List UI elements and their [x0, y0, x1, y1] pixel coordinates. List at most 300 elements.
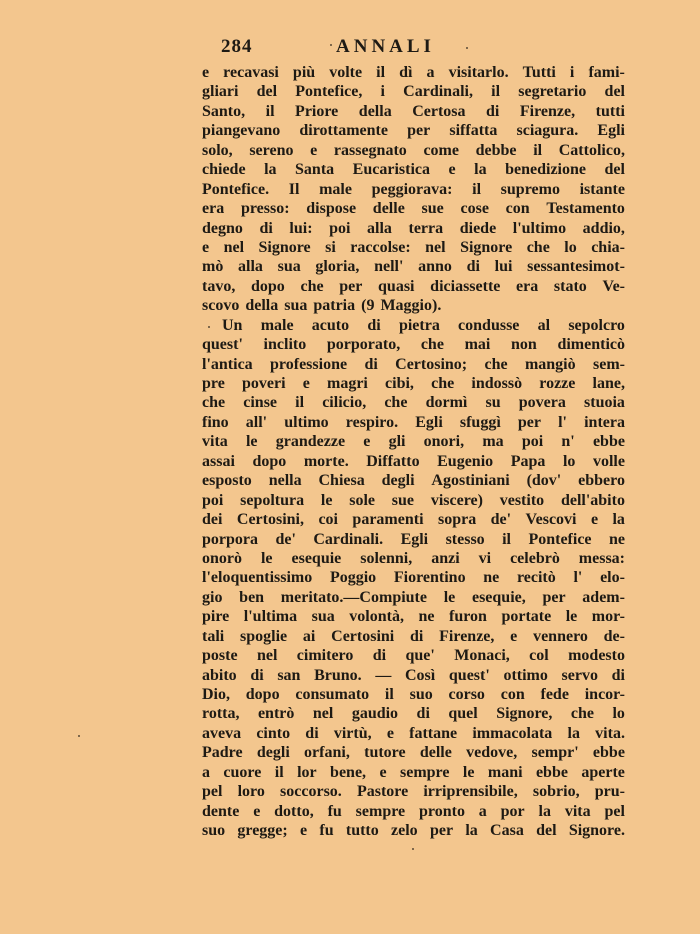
word: di [367, 316, 381, 334]
word: por [500, 802, 525, 820]
word: messa: [578, 549, 625, 567]
word: Così [405, 666, 436, 684]
word: poi [202, 491, 224, 509]
word: dei [202, 511, 223, 529]
word: tavo, [202, 277, 236, 295]
word: del [256, 83, 278, 101]
word: inclito [263, 336, 307, 354]
word: fu [327, 802, 342, 820]
word: che [431, 375, 455, 392]
word: non [511, 336, 537, 354]
word: Pontefice, [295, 83, 363, 101]
word: Tutti [522, 64, 556, 81]
word: e [510, 627, 518, 645]
word: di [372, 647, 387, 665]
word: e [300, 822, 308, 840]
word: scovo [202, 297, 240, 315]
word: ben [239, 588, 265, 606]
word: cinse [243, 394, 278, 412]
text-line [202, 432, 625, 451]
word: Signore. [568, 822, 625, 840]
word: rozze [539, 375, 576, 392]
word: l'ultimo [512, 219, 567, 237]
word: con [505, 200, 530, 218]
word: morte. [303, 452, 349, 470]
text-line [202, 141, 625, 160]
word: con [500, 686, 525, 703]
word: che [526, 238, 550, 256]
word: spoglie [240, 627, 288, 645]
word: le [565, 608, 578, 626]
word: ne [608, 530, 625, 548]
word: incor- [584, 686, 625, 703]
text-line [202, 413, 625, 432]
word: addio, [582, 219, 625, 237]
word: debbe [475, 141, 517, 159]
word: cimitero [296, 647, 354, 665]
word: lo [564, 238, 577, 256]
word: per [407, 122, 431, 140]
word: la [612, 511, 625, 529]
word: della [358, 102, 392, 120]
word: le [443, 588, 456, 606]
word: sem- [592, 355, 625, 373]
word: ne [418, 608, 435, 626]
word: mangiò [524, 355, 576, 373]
text-line [202, 588, 625, 607]
word: Certosino; [395, 355, 468, 373]
word: (dov' [526, 472, 562, 490]
word: col [529, 647, 549, 665]
word: il [491, 83, 501, 101]
word: male [319, 180, 352, 198]
word: il [265, 102, 275, 120]
word: nell' [374, 258, 404, 276]
word: cinto [256, 724, 291, 742]
text-line [202, 393, 625, 412]
word: per [429, 822, 454, 840]
word: e [202, 238, 210, 256]
word: a [478, 802, 487, 820]
word: la [465, 822, 478, 840]
word: anzi [431, 549, 460, 567]
word: que' [405, 647, 435, 665]
word: Certosini [331, 627, 395, 645]
word: dopo [245, 686, 280, 703]
word: l'eloquentissimo [202, 569, 313, 587]
word: viscere) [430, 491, 483, 509]
word: stuoia [584, 394, 625, 412]
text-line [202, 82, 625, 101]
word: che [202, 394, 226, 412]
word: delle [372, 200, 405, 218]
word: su [485, 394, 501, 412]
word: e [202, 64, 210, 81]
word: di [250, 666, 264, 684]
word: poveri [241, 375, 286, 392]
word: sua [311, 608, 335, 626]
word: la [264, 161, 277, 179]
text-line [202, 685, 625, 704]
word: grandezze [275, 433, 346, 451]
word: pel [604, 802, 625, 820]
word: del [604, 83, 625, 101]
word: le [320, 491, 333, 509]
word: di [466, 258, 480, 276]
word: pronto [419, 802, 465, 820]
word: a [202, 763, 210, 781]
word: irriprensibile, [423, 783, 518, 801]
word: dopo [252, 452, 287, 470]
word: il [533, 141, 543, 159]
text-line [202, 160, 625, 179]
word: lo [562, 452, 576, 470]
text-line [202, 355, 625, 374]
word: respiro. [345, 413, 399, 431]
word: più [292, 64, 316, 81]
word: dell'abito [560, 491, 625, 509]
text-line [202, 316, 625, 335]
word: recavasi [223, 64, 279, 81]
word: il [295, 394, 305, 412]
text-line [202, 491, 625, 510]
word: delle [419, 744, 452, 762]
word: povera [518, 394, 566, 412]
word: Cardinali. [313, 530, 384, 548]
word: le [462, 763, 475, 781]
word: celebrò [510, 549, 560, 567]
word: alla [367, 219, 392, 237]
word: coi [318, 511, 338, 529]
word: solenni, [360, 549, 413, 567]
word: la [474, 161, 487, 179]
text-line [202, 666, 625, 685]
word: aveva [202, 724, 242, 742]
word: dormì [425, 394, 468, 412]
word: magri [326, 375, 368, 392]
word: le [245, 433, 258, 451]
word: l' [573, 569, 583, 587]
word: del [604, 161, 625, 179]
text-line [202, 549, 625, 568]
word: benedizione [505, 161, 586, 179]
word: cilicio, [322, 394, 367, 412]
word: il [384, 686, 394, 703]
word: modesto [568, 647, 625, 665]
word: sfuggì [459, 413, 501, 431]
word: Diffatto [366, 452, 420, 470]
word: furon [448, 608, 487, 626]
word: alla [238, 258, 263, 276]
word: fami- [588, 64, 625, 81]
word: che [484, 355, 508, 373]
word: sempre [355, 802, 406, 820]
word: mai [464, 336, 491, 354]
word: vennero [533, 627, 588, 645]
word: Agostiniani [431, 472, 510, 490]
word: l'ultima [243, 608, 298, 626]
word: Egli [400, 530, 429, 548]
text-line [202, 374, 625, 393]
word: Poggio [329, 569, 377, 587]
word: san [277, 666, 301, 684]
word: vedove, [466, 744, 518, 762]
word: poi [329, 219, 351, 237]
word: i [380, 83, 385, 101]
word: pire [202, 608, 230, 626]
word: lui [494, 258, 513, 276]
word: fattane [409, 724, 458, 742]
word: Dio, [202, 686, 230, 703]
text-line [202, 743, 625, 762]
word: e [310, 141, 318, 159]
word: immacolata [472, 724, 553, 742]
word: peggiorava: [371, 180, 453, 198]
word: degli [256, 744, 290, 762]
word: degno [202, 219, 243, 237]
text-line [202, 121, 625, 140]
word: male [260, 316, 294, 334]
word: suo [409, 686, 433, 703]
word: nel [256, 647, 278, 665]
word: del [536, 822, 557, 840]
word: gaudio [351, 705, 399, 723]
word: ne [483, 569, 500, 587]
word: Monaci, [454, 647, 510, 665]
print-speck [412, 848, 414, 850]
word: dimenticò [557, 336, 625, 354]
print-speck [466, 47, 468, 49]
word: mò [202, 258, 224, 276]
word: volte [329, 64, 363, 81]
word: segretario [518, 83, 587, 101]
word: consumato [295, 686, 370, 703]
word: Firenze, [519, 102, 576, 120]
word: Priore [295, 102, 339, 120]
word: pru- [594, 783, 625, 801]
word: dotto, [274, 802, 314, 820]
word: dente [202, 802, 240, 820]
word: dì [399, 64, 413, 81]
word: come [423, 141, 459, 159]
word: Cardinali, [403, 83, 473, 101]
word: dispose [306, 200, 357, 218]
word: fino [202, 413, 229, 431]
word: sole [349, 491, 376, 509]
word: esequie, [471, 588, 526, 606]
word: Pontefice [528, 530, 592, 548]
word: di [611, 666, 625, 684]
word: tali [202, 627, 225, 645]
word: ma [482, 433, 504, 451]
word: de' [275, 530, 296, 548]
word: abito [202, 666, 237, 684]
word: mani [487, 763, 523, 781]
word: mor- [591, 608, 625, 626]
word: de- [603, 627, 625, 645]
word: zelo [391, 822, 418, 840]
word: fu [319, 822, 334, 840]
text-line [202, 219, 625, 238]
word: tutore [364, 744, 406, 762]
word: entrò [257, 705, 295, 723]
word: visitarlo. [448, 64, 509, 81]
word: professione [270, 355, 348, 373]
word: indossò [471, 375, 523, 392]
word: onorò [202, 549, 242, 567]
word: vita [564, 802, 591, 820]
word: sempre [400, 763, 450, 781]
word: che [384, 394, 408, 412]
word: porpora [202, 530, 258, 548]
print-speck [78, 735, 80, 737]
word: di [410, 627, 424, 645]
print-speck [330, 44, 332, 46]
word: vita. [595, 724, 625, 742]
word: la [538, 802, 551, 820]
word: il [274, 763, 284, 781]
word: elo- [600, 569, 625, 587]
word: volontà, [349, 608, 404, 626]
word: dopo [251, 277, 285, 295]
word: Testamento [546, 200, 625, 218]
text-line [202, 704, 625, 723]
word: era [202, 200, 225, 218]
word: Certosini, [236, 511, 304, 529]
word: gli [388, 433, 406, 451]
text-line [202, 63, 625, 82]
word: l'antica [202, 355, 253, 373]
word: sempr' [531, 744, 579, 762]
word: Fiorentino [393, 569, 466, 587]
word: stesso [445, 530, 485, 548]
word: per [339, 277, 363, 295]
word: sua [284, 297, 308, 315]
word: sepoltura [240, 491, 305, 509]
text-line [202, 471, 625, 490]
word: siffatta [449, 122, 498, 140]
word: ebbe [592, 433, 625, 451]
word: terra [408, 219, 444, 237]
page-number: 284 [221, 36, 253, 57]
word: e [253, 802, 261, 820]
word: di [364, 355, 378, 373]
word: Cattolico, [558, 141, 625, 159]
word: pel [202, 783, 223, 801]
text-line [202, 724, 625, 743]
word: ebbe [592, 744, 625, 762]
word: e [363, 433, 371, 451]
word: condusse [458, 316, 520, 334]
word: diede [459, 219, 497, 237]
word: nel [312, 705, 334, 723]
word: chia- [591, 238, 625, 256]
word: e [302, 375, 310, 392]
word: corso [448, 686, 485, 703]
text-line [202, 296, 625, 315]
word: stato [553, 277, 587, 295]
word: pietra [398, 316, 440, 334]
word: cuore [223, 763, 262, 781]
word: e [386, 724, 394, 742]
word: quasi [378, 277, 415, 295]
word: Bruno. [314, 666, 362, 684]
word: e [379, 763, 387, 781]
word: anno [418, 258, 452, 276]
word: Santo, [202, 102, 246, 120]
word: gregge; [237, 822, 288, 840]
word: porporato, [326, 336, 401, 354]
word: Papa [510, 452, 546, 470]
word: nella [268, 472, 302, 490]
text-line [202, 180, 625, 199]
word: a [426, 64, 435, 81]
word: diciassette [430, 277, 501, 295]
word: per [517, 413, 541, 431]
word: Chiesa [318, 472, 365, 490]
word: sessantesimot- [527, 258, 625, 276]
text-line [202, 102, 625, 121]
word: che [420, 336, 444, 354]
word: della [245, 297, 279, 315]
text-line [202, 257, 625, 276]
word: vi [478, 549, 492, 567]
word: lo [612, 705, 625, 723]
word: esequie [291, 549, 342, 567]
word: acuto [311, 316, 350, 334]
word: sciagura. [516, 122, 579, 140]
word: intera [584, 413, 625, 431]
word: suo [202, 822, 226, 840]
text-line [202, 199, 625, 218]
word: era [516, 277, 539, 295]
word: che [570, 705, 594, 723]
word: bene, [330, 763, 367, 781]
word: supremo [500, 180, 560, 198]
body-text [202, 63, 625, 841]
word: nel [223, 238, 245, 256]
word: volle [592, 452, 625, 470]
word: servo [561, 666, 598, 684]
text-line [202, 568, 625, 587]
word: istante [579, 180, 625, 198]
word: piangevano [202, 122, 281, 140]
word: rassegnato [333, 141, 407, 159]
word: Eugenio [437, 452, 494, 470]
word: i [569, 64, 575, 81]
word: raccolse: [350, 238, 411, 256]
word: presso: [240, 200, 290, 218]
word: per [542, 588, 566, 606]
word: de' [490, 511, 512, 529]
word: il [472, 180, 482, 198]
text-line [202, 821, 625, 840]
word: gloria, [315, 258, 360, 276]
word: gio [202, 588, 223, 606]
word: Un [222, 316, 243, 334]
word: (9 [361, 297, 375, 315]
word: adem- [582, 588, 625, 606]
running-title: ANNALI [336, 36, 435, 57]
word: all' [245, 413, 268, 431]
word: il [502, 530, 511, 548]
word: poste [202, 647, 238, 665]
word: quel [448, 705, 478, 723]
word: paramenti [352, 511, 424, 529]
word: Egli [415, 413, 443, 431]
word: Casa [490, 822, 524, 840]
word: sereno [249, 141, 294, 159]
